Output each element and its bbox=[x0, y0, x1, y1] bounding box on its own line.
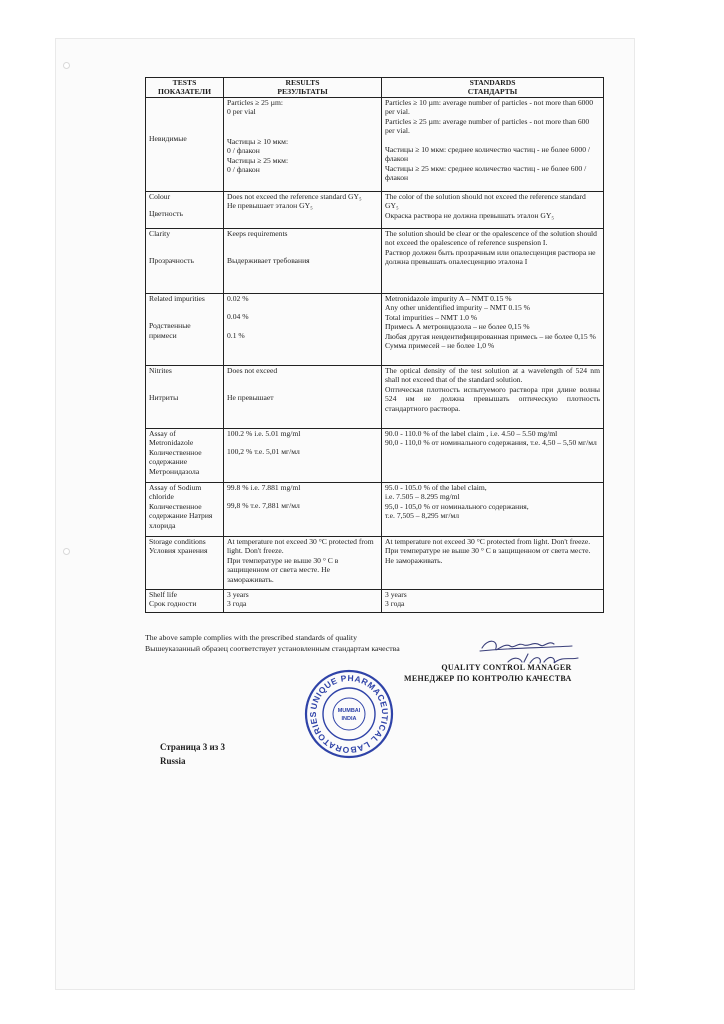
punch-hole bbox=[63, 548, 70, 555]
compliance-statement: The above sample complies with the prescribed standards of quality Вышеуказанный образец соответствует установленным стандартам качества bbox=[145, 633, 400, 653]
standard-cell: The color of the solution should not exceed the reference standard GY₅ Окраска раствора не должна превышать эталон GY₅ bbox=[382, 191, 604, 228]
test-results-table bbox=[145, 77, 604, 613]
table-row bbox=[146, 228, 604, 293]
test-name-cell: Colour Цветность bbox=[146, 191, 224, 228]
standard-cell: Particles ≥ 10 µm: average number of particles - not more than 6000 per vial. Particles ≥ 25 µm: average number of particles - not more than 600 per vial. Частицы ≥ 10 мкм: среднее количество частиц - не более 6000 /флакон Частицы ≥ 25 мкм: среднее количество частиц - не более 600 /флакон bbox=[382, 97, 604, 191]
result-cell: Does not exceed Не превышает bbox=[224, 365, 382, 428]
result-cell: 100.2 % i.e. 5.01 mg/ml 100,2 % т.е. 5,01 мг/мл bbox=[224, 428, 382, 482]
table-row bbox=[146, 482, 604, 536]
manager-title: QUALITY CONTROL MANAGER МЕНЕДЖЕР ПО КОНТРОЛЮ КАЧЕСТВА bbox=[404, 663, 572, 684]
header-standards: STANDARDS СТАНДАРТЫ bbox=[382, 78, 604, 98]
test-name-cell: Невидимые bbox=[146, 97, 224, 191]
table-row bbox=[146, 293, 604, 365]
table-row bbox=[146, 428, 604, 482]
table-row bbox=[146, 97, 604, 191]
test-name-cell: Assay of Metronidazole Количественное содержание Метронидазола bbox=[146, 428, 224, 482]
test-name-cell: Nitrites Нитриты bbox=[146, 365, 224, 428]
result-cell: 99.8 % i.e. 7.881 mg/ml 99,8 % т.е. 7,881 мг/мл bbox=[224, 482, 382, 536]
table-header-row bbox=[146, 78, 604, 98]
result-cell: At temperature not exceed 30 °C protected from light. Don't freeze. При температуре не выше 30 ° С в защищенном от света месте. Не замораживать. bbox=[224, 536, 382, 589]
standard-cell: Metronidazole impurity A – NMT 0.15 % Any other unidentified impurity – NMT 0.15 % Total impurities – NMT 1.0 % Примесь А метронидазола – не более 0,15 % Любая другая неидентифицированная примесь – не более 0,15 % Сумма примесей – не более 1,0 % bbox=[382, 293, 604, 365]
table-row bbox=[146, 536, 604, 589]
table-row bbox=[146, 589, 604, 612]
standard-cell: The optical density of the test solution at a wavelength of 524 nm shall not exceed that of the standard solution. Оптическая плотность испытуемого раствора при длине волны 524 нм не должна превышать оптическую плотность стандартного раствора. bbox=[382, 365, 604, 428]
page-number: Страница 3 из 3 bbox=[160, 742, 226, 752]
standard-cell: At temperature not exceed 30 °C protected from light. Don't freeze. При температуре не выше 30 ° С в защищенном от света месте. Не замораживать. bbox=[382, 536, 604, 589]
standard-cell: 90.0 - 110.0 % of the label claim , i.e. 4.50 – 5.50 mg/ml 90,0 - 110,0 % от номинального содержания, т.е. 4,50 – 5,50 мг/мл bbox=[382, 428, 604, 482]
standard-cell: 95.0 - 105.0 % of the label claim, i.e. 7.505 – 8.295 mg/ml 95,0 - 105,0 % от номинального содержания, т.е. 7,505 – 8,295 мг/мл bbox=[382, 482, 604, 536]
test-name-cell: Clarity Прозрачность bbox=[146, 228, 224, 293]
test-name-cell: Storage conditions Условия хранения bbox=[146, 536, 224, 589]
result-cell: Does not exceed the reference standard GY₅ Не превышает эталон GY₅ bbox=[224, 191, 382, 228]
result-cell: Keeps requirements Выдерживает требования bbox=[224, 228, 382, 293]
test-name-cell: Assay of Sodium chloride Количественное содержание Натрия хлорида bbox=[146, 482, 224, 536]
table-row bbox=[146, 191, 604, 228]
header-results: RESULTS РЕЗУЛЬТАТЫ bbox=[224, 78, 382, 98]
result-cell: 3 years 3 года bbox=[224, 589, 382, 612]
svg-text:INDIA: INDIA bbox=[341, 716, 357, 722]
result-cell: 0.02 % 0.04 % 0.1 % bbox=[224, 293, 382, 365]
result-cell: Particles ≥ 25 µm: 0 per vial Частицы ≥ 10 мкм: 0 / флакон Частицы ≥ 25 мкм: 0 / флакон bbox=[224, 97, 382, 191]
test-name-cell: Related impurities Родственные примеси bbox=[146, 293, 224, 365]
punch-hole bbox=[63, 62, 70, 69]
test-name-cell: Shelf life Срок годности bbox=[146, 589, 224, 612]
svg-text:UNIQUE PHARMACEUTICAL LABORATO: UNIQUE PHARMACEUTICAL LABORATORIES bbox=[307, 672, 391, 756]
table-row bbox=[146, 365, 604, 428]
header-tests: TESTS ПОКАЗАТЕЛИ bbox=[146, 78, 224, 98]
standard-cell: 3 years 3 года bbox=[382, 589, 604, 612]
country-label: Russia bbox=[160, 755, 186, 766]
company-seal-stamp bbox=[303, 668, 395, 765]
svg-text:MUMBAI: MUMBAI bbox=[337, 708, 361, 714]
page-footer bbox=[160, 741, 225, 768]
standard-cell: The solution should be clear or the opalescence of the solution should not exceed the opalescence of reference suspension I. Раствор должен быть прозрачным или опалесценция раствора не должна превышать опалесценцию эталона I bbox=[382, 228, 604, 293]
